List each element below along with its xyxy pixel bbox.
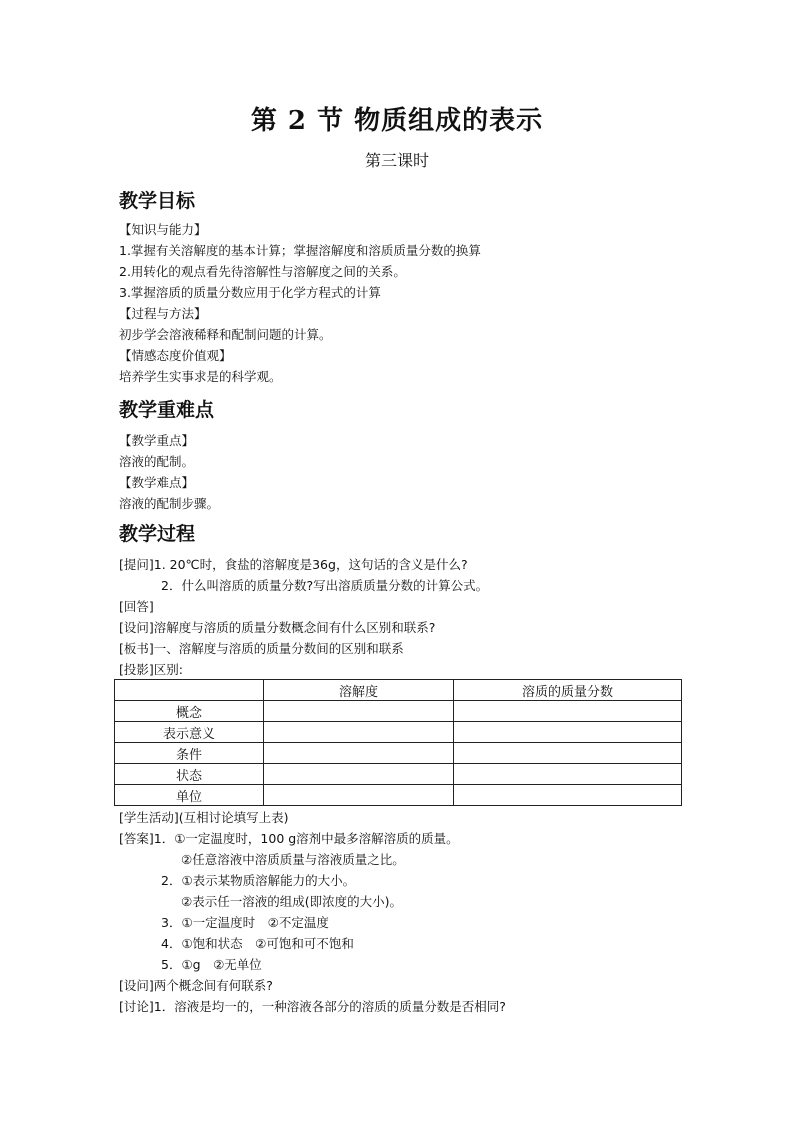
table-cell bbox=[454, 743, 682, 764]
comparison-table bbox=[114, 679, 682, 806]
table-header-cell bbox=[115, 680, 264, 701]
table-cell bbox=[264, 743, 454, 764]
section-heading-objectives: 教学目标 bbox=[119, 190, 196, 212]
text-line: [答案]1．①一定温度时，100 g溶剂中最多溶解溶质的质量。 bbox=[119, 831, 459, 846]
table-cell bbox=[264, 701, 454, 722]
text-line: 3．①一定温度时 ②不定温度 bbox=[161, 915, 329, 930]
table-row bbox=[115, 785, 682, 806]
text-line: 【过程与方法】 bbox=[119, 306, 207, 321]
text-line: 培养学生实事求是的科学观。 bbox=[119, 369, 282, 384]
table-row-label: 条件 bbox=[115, 743, 264, 764]
section-process-continued bbox=[119, 807, 689, 1017]
table-cell bbox=[454, 701, 682, 722]
table-row-label: 概念 bbox=[115, 701, 264, 722]
text-line: 【情感态度价值观】 bbox=[119, 348, 232, 363]
text-line: 【教学难点】 bbox=[119, 475, 195, 490]
text-line: 4．①饱和状态 ②可饱和可不饱和 bbox=[161, 936, 354, 951]
table-cell bbox=[454, 764, 682, 785]
table-row-label: 表示意义 bbox=[115, 722, 264, 743]
table-cell bbox=[264, 785, 454, 806]
text-line: 3.掌握溶质的质量分数应用于化学方程式的计算 bbox=[119, 285, 381, 300]
text-line: [学生活动](互相讨论填写上表) bbox=[119, 810, 289, 825]
section-objectives bbox=[119, 185, 689, 387]
text-line: 溶液的配制步骤。 bbox=[119, 496, 220, 511]
text-line: 1.掌握有关溶解度的基本计算；掌握溶解度和溶质质量分数的换算 bbox=[119, 243, 481, 258]
text-line: 2.用转化的观点看先待溶解性与溶解度之间的关系。 bbox=[119, 264, 406, 279]
table-row-label: 单位 bbox=[115, 785, 264, 806]
table-row bbox=[115, 722, 682, 743]
text-line: [回答] bbox=[119, 599, 154, 614]
section-process bbox=[119, 518, 689, 680]
text-line: [投影]区别: bbox=[119, 662, 183, 677]
text-line: 5．①g ②无单位 bbox=[161, 957, 262, 972]
table-row bbox=[115, 743, 682, 764]
section-keypoints bbox=[119, 394, 689, 514]
text-line: [设问]溶解度与溶质的质量分数概念间有什么区别和联系? bbox=[119, 620, 436, 635]
text-line: ②任意溶液中溶质质量与溶液质量之比。 bbox=[181, 852, 405, 867]
text-line: [设问]两个概念间有何联系? bbox=[119, 978, 273, 993]
text-line: 【知识与能力】 bbox=[119, 222, 207, 237]
text-line: 【教学重点】 bbox=[119, 433, 195, 448]
table-header-cell: 溶质的质量分数 bbox=[454, 680, 682, 701]
table-cell bbox=[264, 722, 454, 743]
text-line: [板书]一、溶解度与溶质的质量分数间的区别和联系 bbox=[119, 641, 404, 656]
page-title: 第 2 节 物质组成的表示 bbox=[250, 106, 544, 136]
table-row bbox=[115, 701, 682, 722]
table-cell bbox=[454, 722, 682, 743]
table-header-cell: 溶解度 bbox=[264, 680, 454, 701]
text-line: 2．①表示某物质溶解能力的大小。 bbox=[161, 873, 356, 888]
table-cell bbox=[264, 764, 454, 785]
section-heading-process: 教学过程 bbox=[119, 523, 196, 545]
table-row bbox=[115, 764, 682, 785]
text-line: [讨论]1．溶液是均一的，一种溶液各部分的溶质的质量分数是否相同? bbox=[119, 999, 506, 1014]
table-row-label: 状态 bbox=[115, 764, 264, 785]
text-line: 初步学会溶液稀释和配制问题的计算。 bbox=[119, 327, 332, 342]
text-line: [提问]1. 20℃时，食盐的溶解度是36g，这句话的含义是什么? bbox=[119, 557, 468, 572]
section-heading-keypoints: 教学重难点 bbox=[119, 399, 215, 421]
table-cell bbox=[454, 785, 682, 806]
table-header-row bbox=[115, 680, 682, 701]
text-line: 2．什么叫溶质的质量分数?写出溶质质量分数的计算公式。 bbox=[161, 578, 489, 593]
page-subtitle: 第三课时 bbox=[364, 151, 429, 170]
text-line: ②表示任一溶液的组成(即浓度的大小)。 bbox=[181, 894, 402, 909]
text-line: 溶液的配制。 bbox=[119, 454, 195, 469]
